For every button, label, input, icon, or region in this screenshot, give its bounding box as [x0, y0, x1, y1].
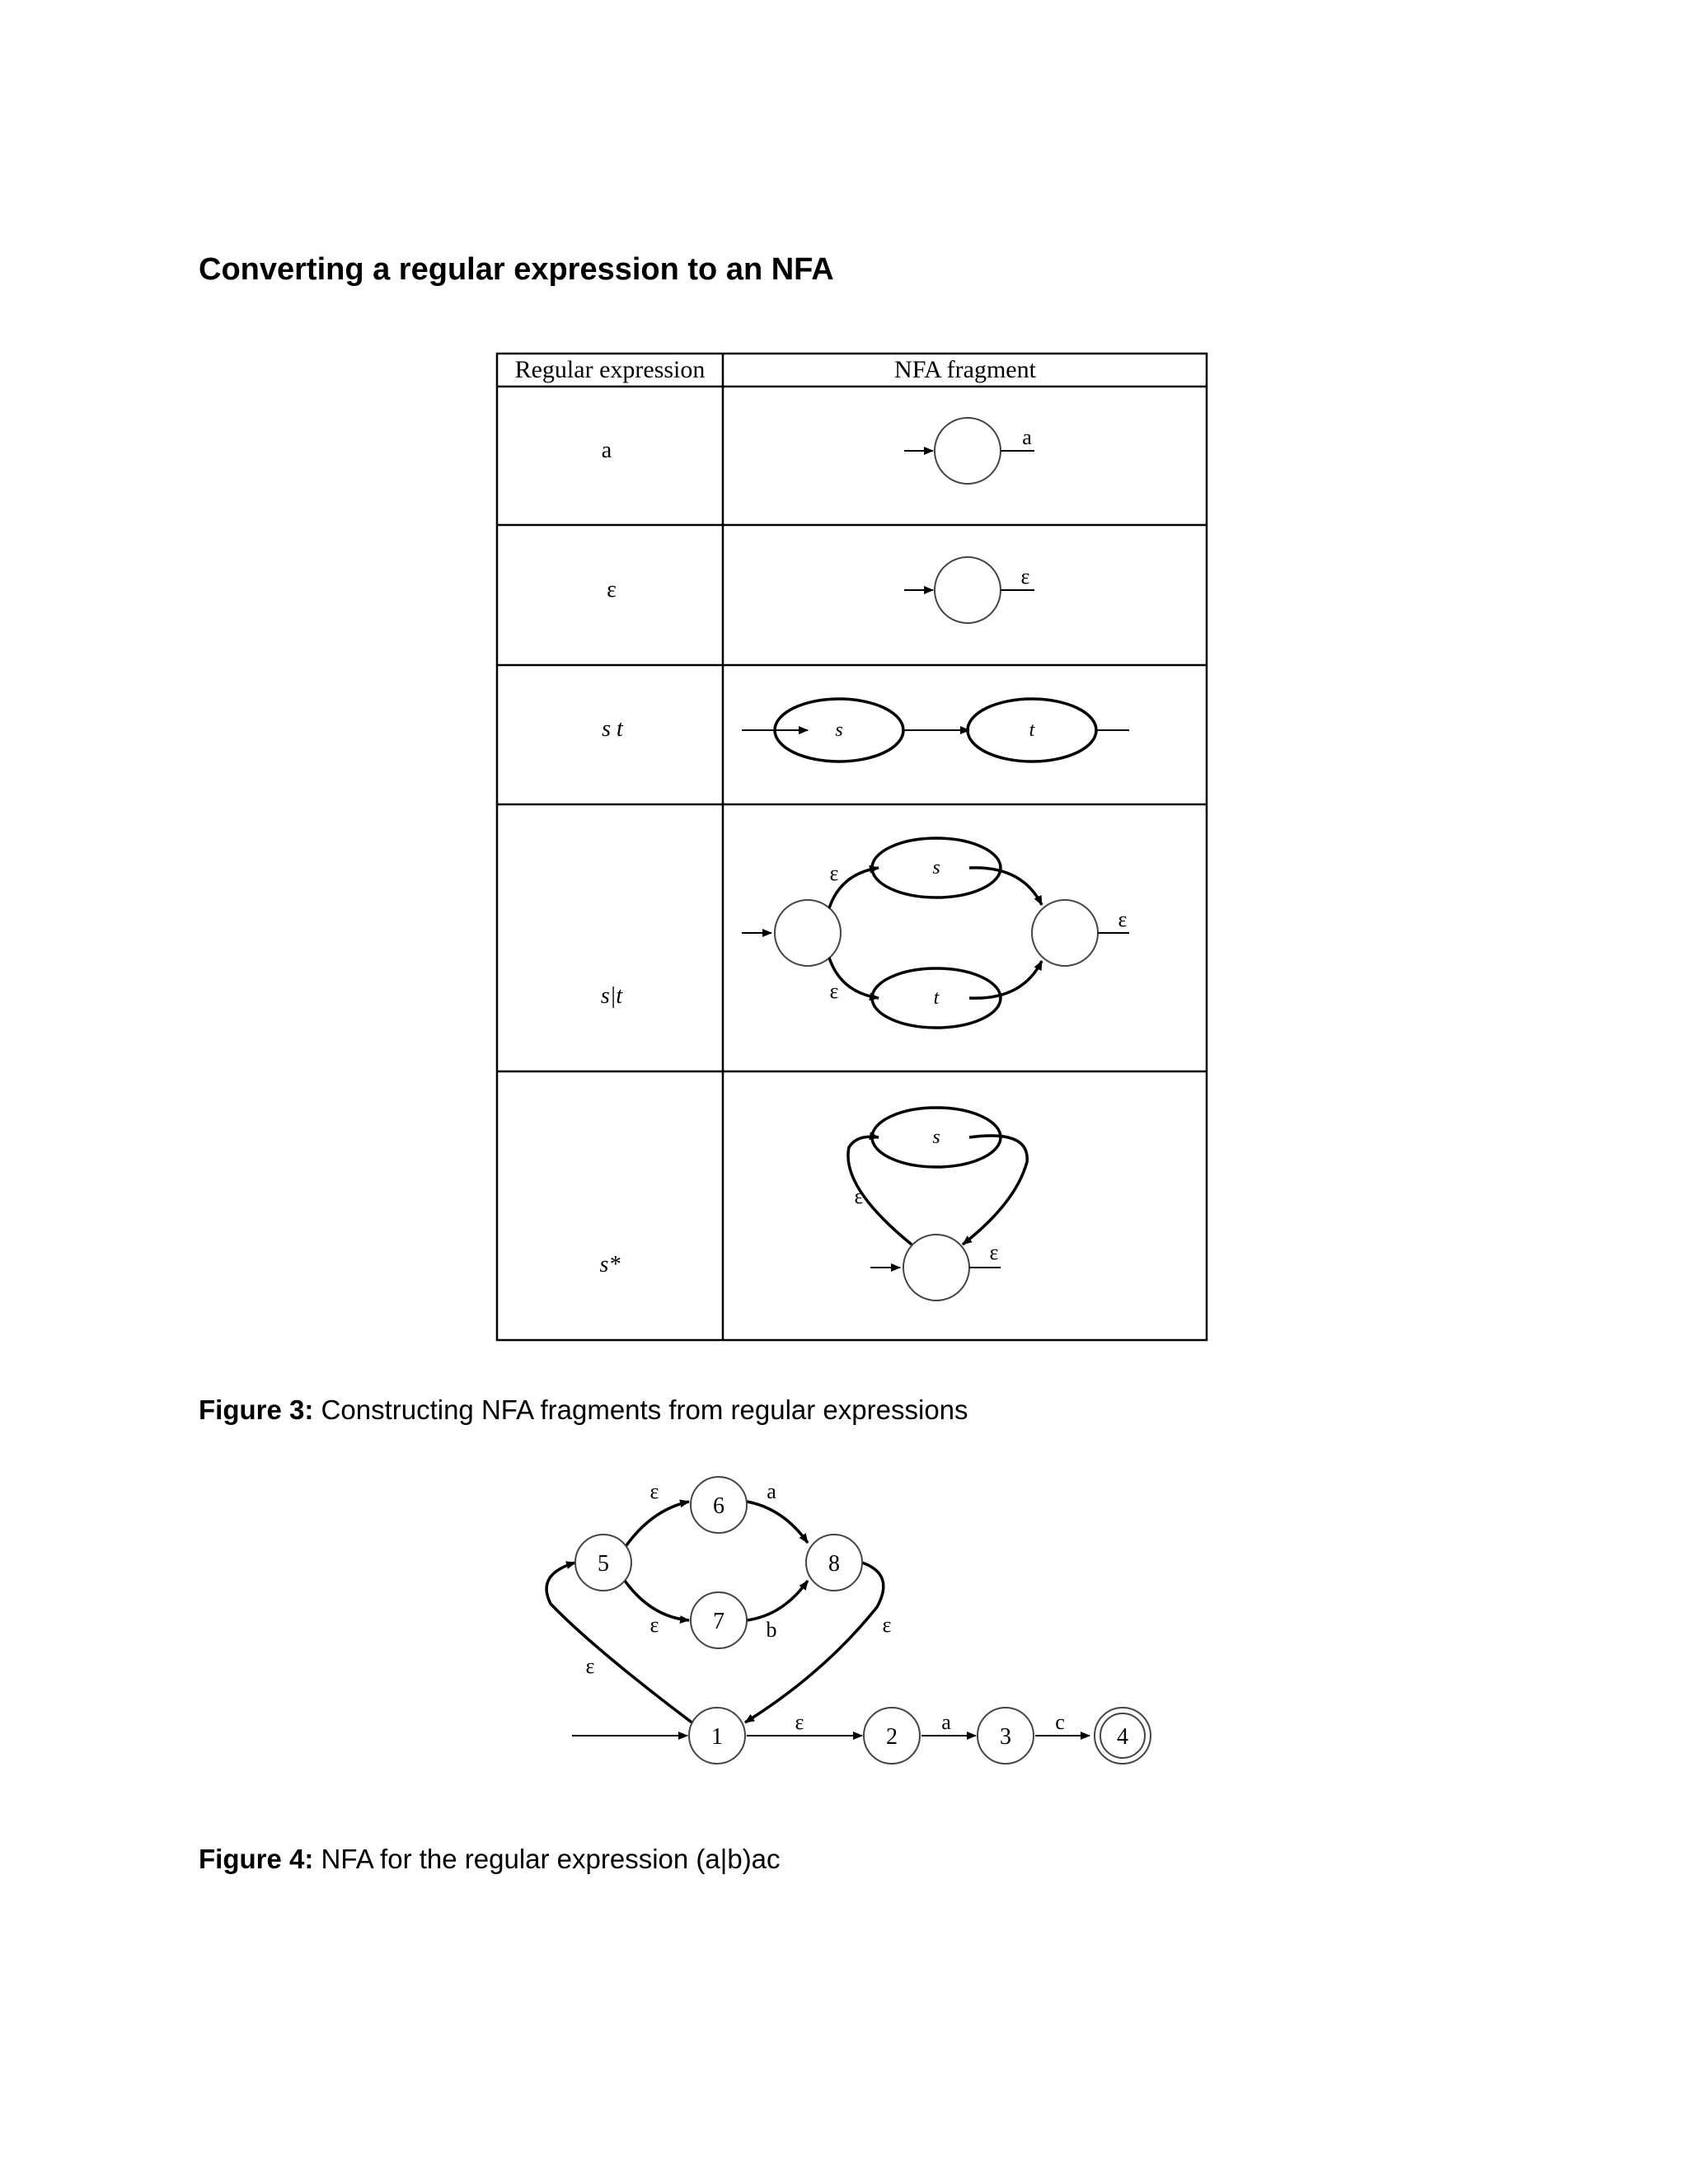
row-expr-epsilon: ε — [607, 577, 617, 602]
nfa-state-8 — [806, 1535, 862, 1591]
edge-5-6 — [625, 1502, 689, 1548]
figure-4-label: Figure 4: — [199, 1844, 314, 1874]
svg-text:3: 3 — [1000, 1724, 1011, 1750]
edge-label: ε — [854, 1184, 864, 1208]
edge-label: ε — [795, 1710, 804, 1734]
edge-label: ε — [1118, 907, 1128, 931]
fragment-star — [848, 1108, 1027, 1301]
svg-text:2: 2 — [886, 1724, 898, 1750]
fragment-a — [904, 418, 1034, 484]
edge-label: ε — [989, 1240, 999, 1264]
sub-nfa-label: t — [933, 987, 940, 1009]
svg-text:4: 4 — [1117, 1724, 1128, 1750]
state-circle — [935, 418, 1001, 484]
figure-3-label: Figure 3: — [199, 1394, 314, 1425]
state-circle — [935, 557, 1001, 623]
nfa-state-5 — [575, 1535, 631, 1591]
sub-nfa-label: s — [932, 857, 940, 879]
row-expr-concat: s t — [602, 716, 623, 742]
nfa-state-4-accepting — [1095, 1708, 1151, 1764]
svg-text:1: 1 — [711, 1724, 723, 1750]
edge-label: ε — [1020, 565, 1030, 588]
edge-label: a — [767, 1479, 776, 1503]
row-expr-a: a — [601, 438, 612, 463]
svg-text:6: 6 — [713, 1493, 724, 1519]
nfa-fragment-table — [497, 354, 1207, 1340]
edge-label: c — [1055, 1710, 1065, 1734]
nfa-diagram — [546, 1477, 1151, 1764]
return-edge — [963, 1136, 1027, 1244]
sub-nfa-label: s — [835, 719, 843, 741]
edge-8-1 — [745, 1563, 884, 1722]
fragment-concat — [742, 699, 1129, 762]
edge-label: ε — [829, 861, 839, 885]
figure-4-caption — [199, 1844, 781, 1875]
table-header-nfa: NFA fragment — [894, 356, 1036, 383]
edge-label: ε — [829, 979, 839, 1003]
fragment-union — [742, 838, 1129, 1028]
edge-label: ε — [649, 1479, 659, 1503]
state-circle — [903, 1235, 969, 1301]
fragment-epsilon — [904, 557, 1034, 623]
nfa-state-3 — [978, 1708, 1034, 1764]
edge-label: ε — [882, 1613, 892, 1637]
edge-7-8 — [747, 1581, 808, 1620]
figure-4-text: NFA for the regular expression (a|b)ac — [313, 1844, 781, 1874]
figure-3-text: Constructing NFA fragments from regular expressions — [313, 1394, 968, 1425]
row-expr-star: s* — [599, 1252, 621, 1277]
state-circle — [1032, 900, 1098, 966]
nfa-state-1 — [689, 1708, 745, 1764]
nfa-state-6 — [691, 1477, 747, 1533]
table-border — [497, 354, 1207, 1340]
table-header-regex: Regular expression — [514, 356, 706, 383]
sub-nfa-label: t — [1029, 719, 1035, 741]
edge-label: ε — [649, 1613, 659, 1637]
edge-6-8 — [747, 1502, 808, 1543]
row-expr-union: s|t — [600, 983, 623, 1009]
svg-text:7: 7 — [713, 1609, 724, 1634]
page-heading: Converting a regular expression to an NFA — [199, 252, 834, 287]
svg-text:8: 8 — [828, 1551, 840, 1577]
edge-label: a — [941, 1710, 951, 1734]
nfa-state-7 — [691, 1592, 747, 1648]
svg-text:5: 5 — [598, 1551, 609, 1577]
sub-nfa-label: s — [932, 1127, 940, 1148]
state-circle — [775, 900, 841, 966]
edge-1-5 — [546, 1563, 694, 1724]
nfa-state-2 — [864, 1708, 920, 1764]
figure-3-caption — [199, 1394, 968, 1426]
edge-label: ε — [585, 1654, 595, 1678]
edge-label: a — [1022, 425, 1032, 449]
edge-label: b — [766, 1618, 777, 1642]
join-edge — [969, 961, 1042, 998]
join-edge — [969, 868, 1042, 905]
